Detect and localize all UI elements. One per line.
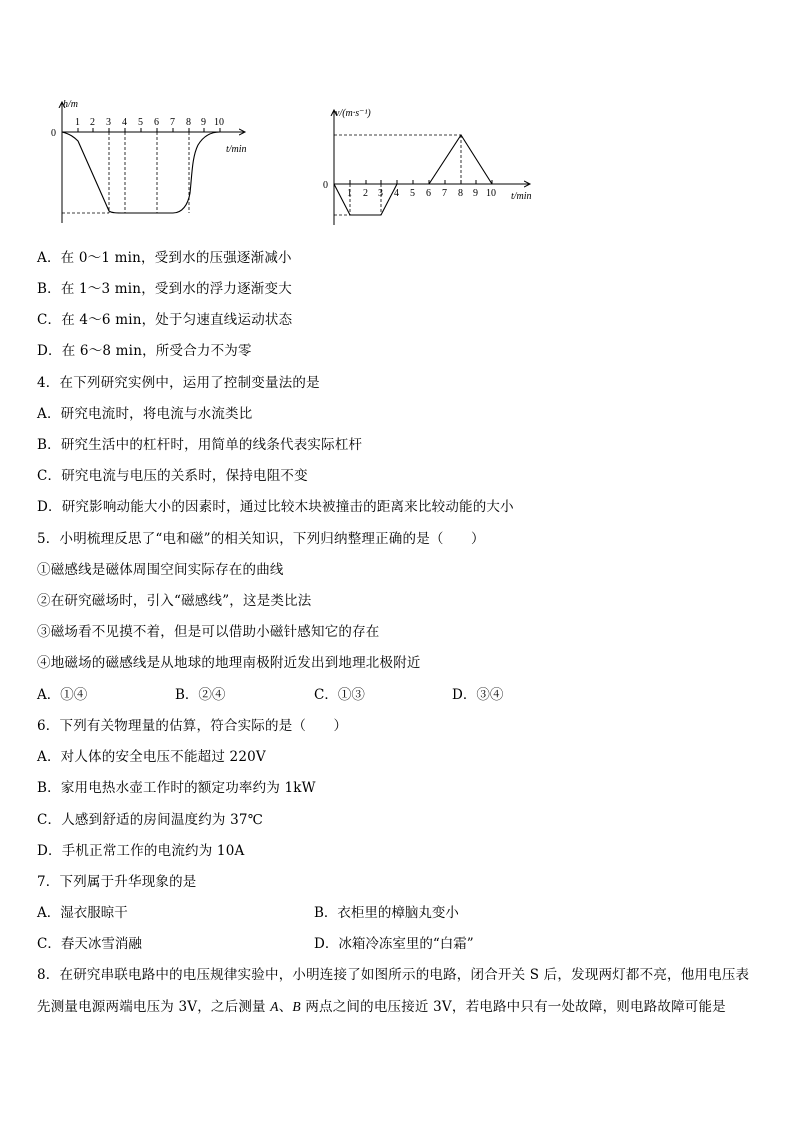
velocity-y-label: v/(m·s⁻¹) — [335, 108, 371, 119]
q5-statement-2: ②在研究磁场时，引入“磁感线”，这是类比法 — [37, 593, 312, 609]
q4-option-d: D．研究影响动能大小的因素时，通过比较木块被撞击的距离来比较动能的大小 — [37, 499, 514, 515]
q4-option-a: A．研究电流时，将电流与水流类比 — [37, 406, 253, 422]
q6-option-d: D．手机正常工作的电流约为 10A — [37, 843, 245, 859]
depth-origin-label: 0 — [51, 128, 56, 139]
depth-y-label: h/m — [63, 99, 78, 110]
tick-5: 5 — [138, 117, 143, 128]
tick-4: 4 — [122, 117, 127, 128]
tick-3: 3 — [378, 188, 383, 199]
q5-options-row — [37, 686, 757, 704]
q4-option-b: B．研究生活中的杠杆时，用简单的线条代表实际杠杆 — [37, 437, 363, 453]
tick-6: 6 — [154, 117, 159, 128]
tick-9: 9 — [201, 117, 206, 128]
tick-2: 2 — [363, 188, 368, 199]
q8-text-part1: 8．在研究串联电路中的电压规律实验中，小明连接了如图所示的电路，闭合开关 S 后，发现两灯都不亮，他用电压表先测量电源两端电压为 3V，之后测量 — [37, 967, 750, 1015]
tick-1: 1 — [347, 188, 352, 199]
q8-stem — [37, 960, 757, 1023]
q4-stem: 4．在下列研究实例中，运用了控制变量法的是 — [37, 375, 320, 391]
tick-10: 10 — [214, 117, 224, 128]
q5-statement-1: ①磁感线是磁体周围空间实际存在的曲线 — [37, 562, 284, 578]
tick-7: 7 — [170, 117, 175, 128]
q5-stem: 5．小明梳理反思了“电和磁”的相关知识，下列归纳整理正确的是（ ） — [37, 531, 485, 547]
q6-option-a: A．对人体的安全电压不能超过 220V — [37, 749, 266, 765]
depth-x-ticks — [75, 117, 224, 128]
tick-10: 10 — [486, 188, 496, 199]
velocity-x-ticks — [347, 188, 496, 199]
q5-option-d: D．③④ — [452, 687, 504, 703]
tick-3: 3 — [106, 117, 111, 128]
q8-point-a: A — [270, 999, 279, 1014]
q7-option-c: C．春天冰雪消融 — [37, 936, 142, 952]
velocity-origin-label: 0 — [323, 180, 328, 191]
tick-1: 1 — [75, 117, 80, 128]
tick-8: 8 — [458, 188, 463, 199]
depth-curve — [62, 132, 220, 213]
q5-option-a: A．①④ — [37, 687, 88, 703]
q6-stem: 6．下列有关物理量的估算，符合实际的是（ ） — [37, 718, 348, 734]
tick-6: 6 — [426, 188, 431, 199]
q3-option-d: D．在 6～8 min，所受合力不为零 — [37, 343, 252, 359]
q6-option-b: B．家用电热水壶工作时的额定功率约为 1kW — [37, 780, 316, 796]
q5-option-c: C．①③ — [314, 687, 365, 703]
q4-option-c: C．研究电流与电压的关系时，保持电阻不变 — [37, 468, 308, 484]
velocity-time-graph — [318, 100, 548, 230]
q3-option-b: B．在 1～3 min，受到水的浮力逐渐变大 — [37, 281, 292, 297]
q7-options-row-2 — [37, 935, 757, 953]
q7-options-row-1 — [37, 904, 757, 922]
figures-area — [0, 0, 794, 240]
velocity-x-label: t/min — [511, 191, 532, 202]
depth-time-graph — [40, 95, 270, 230]
q5-statement-4: ④地磁场的磁感线是从地球的地理南极附近发出到地理北极附近 — [37, 655, 421, 671]
q8-text-part2: 两点之间的电压接近 3V，若电路中只有一处故障，则电路故障可能是 — [300, 999, 726, 1015]
q3-option-a: A．在 0～1 min，受到水的压强逐渐减小 — [37, 250, 292, 266]
q8-point-b: B — [292, 999, 301, 1014]
q7-stem: 7．下列属于升华现象的是 — [37, 874, 197, 890]
tick-4: 4 — [394, 188, 399, 199]
tick-9: 9 — [473, 188, 478, 199]
tick-5: 5 — [410, 188, 415, 199]
q7-option-a: A．湿衣服晾干 — [37, 905, 128, 921]
velocity-line — [334, 135, 492, 215]
q7-option-b: B．衣柜里的樟脑丸变小 — [314, 905, 459, 921]
tick-7: 7 — [442, 188, 447, 199]
q5-option-b: B．②④ — [175, 687, 226, 703]
depth-x-label: t/min — [226, 144, 247, 155]
tick-8: 8 — [186, 117, 191, 128]
q7-option-d: D．冰箱冷冻室里的“白霜” — [314, 936, 474, 952]
tick-2: 2 — [90, 117, 95, 128]
q3-option-c: C．在 4～6 min，处于匀速直线运动状态 — [37, 312, 293, 328]
q5-statement-3: ③磁场看不见摸不着，但是可以借助小磁针感知它的存在 — [37, 624, 380, 640]
q8-separator: 、 — [278, 999, 293, 1015]
q6-option-c: C．人感到舒适的房间温度约为 37℃ — [37, 812, 264, 828]
